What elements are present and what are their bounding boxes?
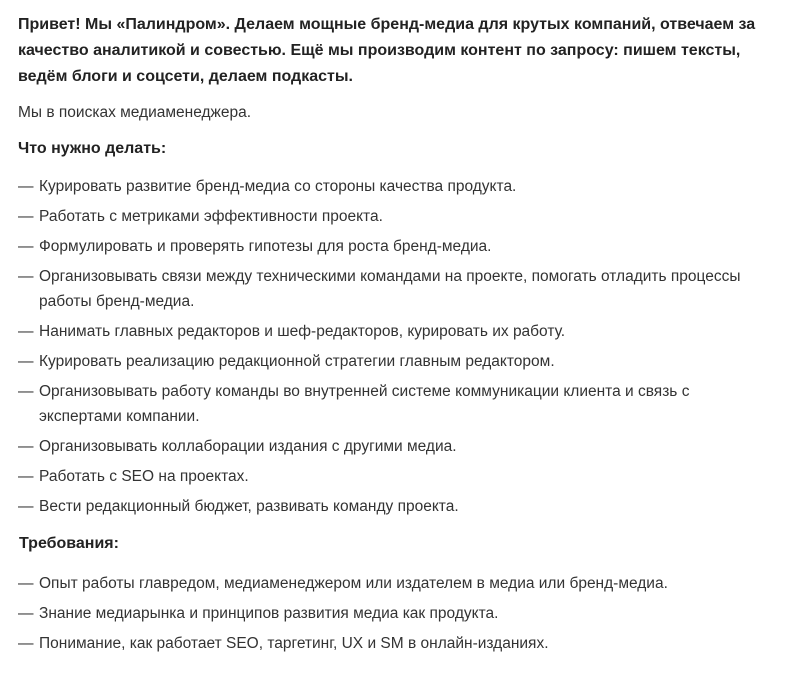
dash-marker: — bbox=[18, 383, 34, 400]
dash-marker: — bbox=[18, 268, 34, 285]
dash-marker: — bbox=[18, 438, 34, 455]
list-item-text: Вести редакционный бюджет, развивать команду проекта. bbox=[39, 498, 459, 515]
duties-heading: Что нужно делать: bbox=[18, 140, 167, 157]
requirements-list bbox=[18, 571, 767, 656]
list-item-text: Работать с SEO на проектах. bbox=[39, 468, 249, 485]
searching-paragraph: Мы в поисках медиаменеджера. bbox=[18, 104, 252, 121]
list-item bbox=[18, 464, 767, 489]
dash-marker: — bbox=[18, 575, 34, 592]
list-item-text: Организовывать связи между техническими командами на проекте, помогать отладить процессы работы бренд-медиа. bbox=[39, 268, 741, 310]
list-item bbox=[18, 204, 767, 229]
list-item bbox=[18, 434, 767, 459]
list-item bbox=[18, 234, 767, 259]
requirements-heading: Требования: bbox=[19, 535, 119, 552]
list-item bbox=[18, 264, 767, 314]
dash-marker: — bbox=[18, 208, 34, 225]
dash-marker: — bbox=[18, 178, 34, 195]
list-item-text: Организовывать коллаборации издания с другими медиа. bbox=[39, 438, 457, 455]
list-item-text: Понимание, как работает SEO, таргетинг, UX и SM в онлайн-изданиях. bbox=[39, 635, 549, 652]
list-item-text: Организовывать работу команды во внутренней системе коммуникации клиента и связь с экспертами компании. bbox=[39, 383, 690, 425]
list-item bbox=[18, 379, 767, 429]
list-item-text: Курировать развитие бренд-медиа со стороны качества продукта. bbox=[39, 178, 517, 195]
dash-marker: — bbox=[18, 323, 34, 340]
list-item-text: Формулировать и проверять гипотезы для роста бренд-медиа. bbox=[39, 238, 492, 255]
list-item-text: Курировать реализацию редакционной стратегии главным редактором. bbox=[39, 353, 555, 370]
list-item bbox=[18, 601, 767, 626]
list-item bbox=[18, 349, 767, 374]
dash-marker: — bbox=[18, 498, 34, 515]
dash-marker: — bbox=[18, 635, 34, 652]
list-item-text: Работать с метриками эффективности проекта. bbox=[39, 208, 383, 225]
dash-marker: — bbox=[18, 468, 34, 485]
list-item bbox=[18, 571, 767, 596]
list-item-text: Нанимать главных редакторов и шеф-редакторов, курировать их работу. bbox=[39, 323, 566, 340]
list-item-text: Опыт работы главредом, медиаменеджером или издателем в медиа или бренд-медиа. bbox=[39, 575, 668, 592]
list-item bbox=[18, 174, 767, 199]
intro-paragraph: Привет! Мы «Палиндром». Делаем мощные бренд-медиа для крутых компаний, отвечаем за качество аналитикой и совестью. Ещё мы производим контент по запросу: пишем тексты, ведём блоги и соцсети, делаем подкасты. bbox=[18, 16, 756, 85]
list-item-text: Знание медиарынка и принципов развития медиа как продукта. bbox=[39, 605, 499, 622]
dash-marker: — bbox=[18, 353, 34, 370]
dash-marker: — bbox=[18, 605, 34, 622]
list-item bbox=[18, 631, 767, 656]
list-item bbox=[18, 494, 767, 519]
list-item bbox=[18, 319, 767, 344]
duties-list bbox=[18, 174, 767, 519]
dash-marker: — bbox=[18, 238, 34, 255]
